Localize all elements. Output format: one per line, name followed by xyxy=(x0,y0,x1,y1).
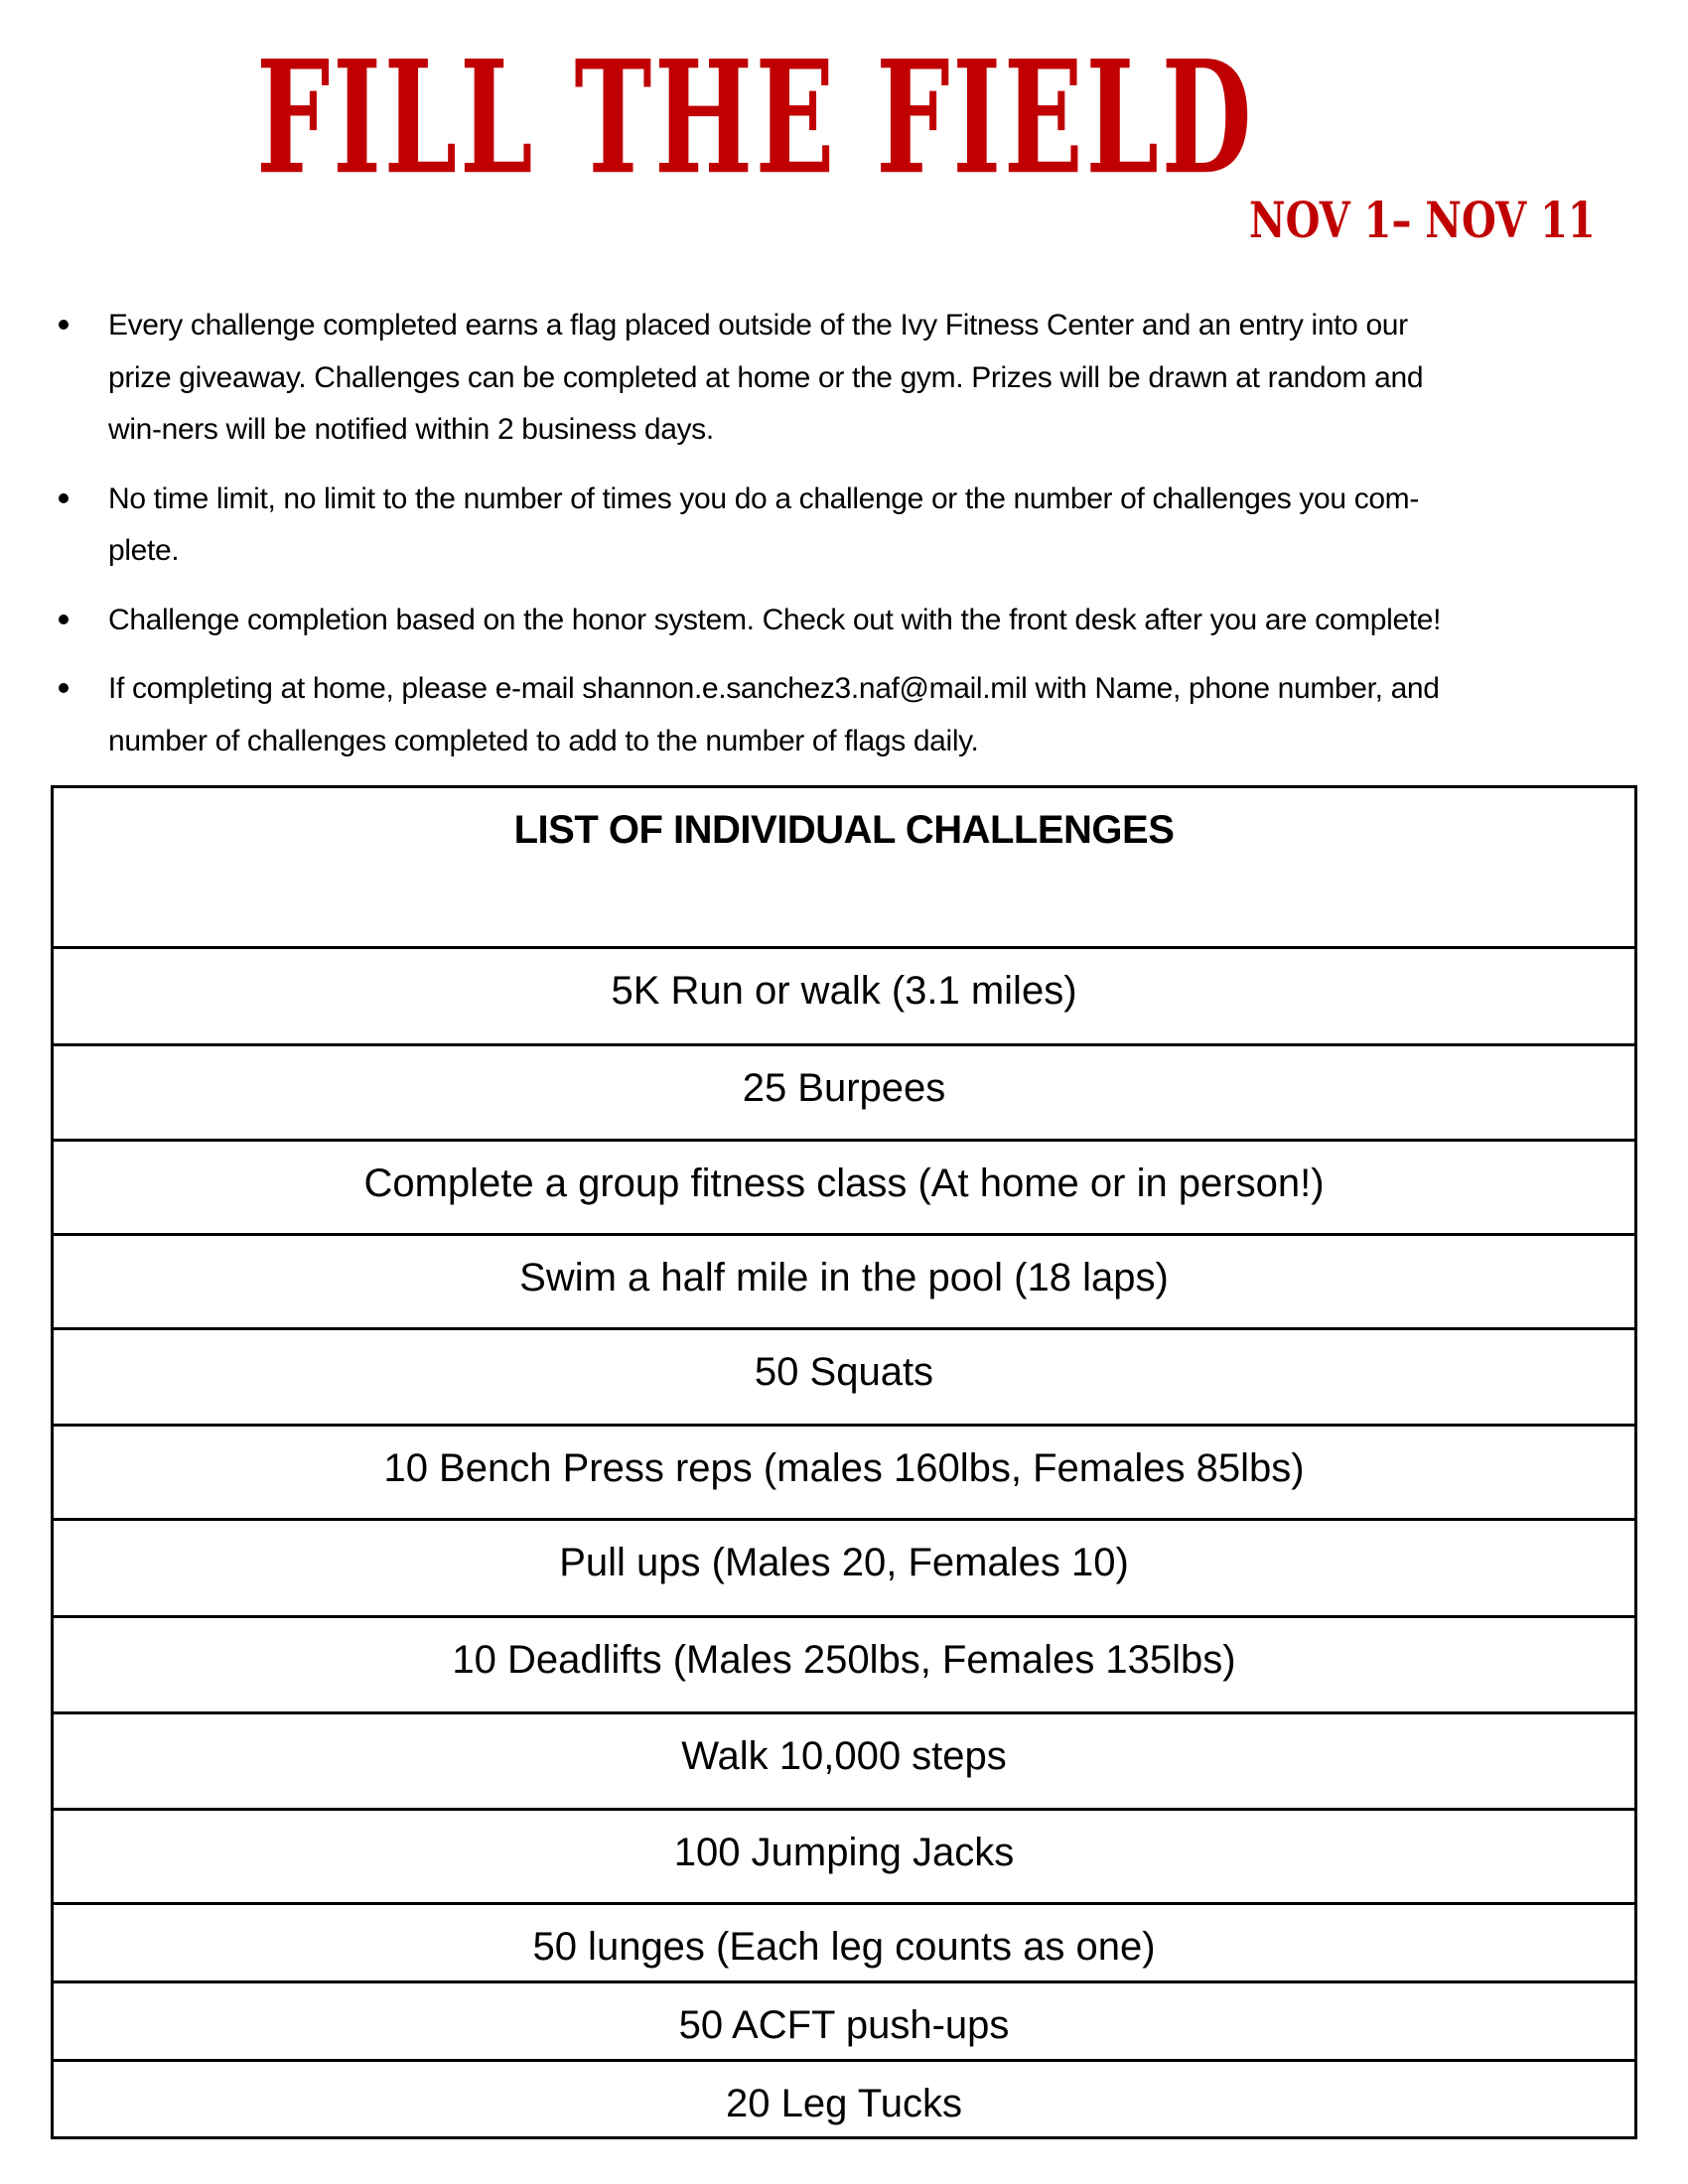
bullet-icon xyxy=(59,493,69,503)
info-bullet xyxy=(0,300,1688,457)
page-title: FILL THE FIELD xyxy=(256,26,1255,209)
challenge-item: 20 Leg Tucks xyxy=(726,2082,962,2125)
challenge-item: 10 Deadlifts (Males 250lbs, Females 135lbs) xyxy=(452,1638,1236,1682)
bullet-text-line: plete. xyxy=(108,534,180,567)
challenge-item: 25 Burpees xyxy=(742,1066,946,1110)
challenge-item: 5K Run or walk (3.1 miles) xyxy=(611,969,1077,1013)
table-row xyxy=(54,1327,1634,1424)
bullet-text-line: number of challenges completed to add to the number of flags daily. xyxy=(108,724,979,757)
bullet-icon xyxy=(59,320,69,330)
table-row xyxy=(54,1233,1634,1327)
table-row xyxy=(54,1518,1634,1615)
info-bullet xyxy=(0,474,1688,578)
bullet-text-line: If completing at home, please e-mail shannon.e.sanchez3.naf@mail.mil with Name, phone number, and xyxy=(108,672,1440,705)
table-row xyxy=(54,1615,1634,1711)
info-bullet xyxy=(0,595,1688,647)
challenge-item: 10 Bench Press reps (males 160lbs, Females 85lbs) xyxy=(383,1446,1305,1490)
info-bullet-list xyxy=(0,300,1688,784)
bullet-text-line: No time limit, no limit to the number of times you do a challenge or the number of challenges you com- xyxy=(108,481,1419,515)
bullet-text-line: Every challenge completed earns a flag placed outside of the Ivy Fitness Center and an entry into our xyxy=(108,309,1408,341)
bullet-icon xyxy=(59,614,69,624)
challenge-item: Complete a group fitness class (At home or in person!) xyxy=(363,1161,1325,1205)
table-row xyxy=(54,1139,1634,1233)
table-heading: LIST OF INDIVIDUAL CHALLENGES xyxy=(513,808,1175,852)
challenge-item: 50 lunges (Each leg counts as one) xyxy=(532,1925,1156,1969)
table-row xyxy=(54,1902,1634,1980)
challenge-item: 50 ACFT push-ups xyxy=(678,2003,1010,2047)
challenge-item: Swim a half mile in the pool (18 laps) xyxy=(519,1256,1169,1299)
table-row xyxy=(54,946,1634,1043)
bullet-text-line: prize giveaway. Challenges can be completed at home or the gym. Prizes will be drawn at random and xyxy=(108,360,1424,394)
bullet-text-line: Challenge completion based on the honor system. Check out with the front desk after you are complete! xyxy=(108,603,1442,636)
table-header-row xyxy=(54,788,1634,946)
challenge-item: 100 Jumping Jacks xyxy=(673,1831,1015,1874)
table-row xyxy=(54,1711,1634,1808)
table-row xyxy=(54,1980,1634,2059)
table-row xyxy=(54,1043,1634,1139)
challenge-item: Pull ups (Males 20, Females 10) xyxy=(559,1541,1129,1584)
challenge-item: Walk 10,000 steps xyxy=(681,1734,1007,1778)
date-range: NOV 1– NOV 11 xyxy=(1249,191,1596,249)
bullet-icon xyxy=(59,683,69,693)
info-bullet xyxy=(0,663,1688,767)
table-row xyxy=(54,2059,1634,2136)
challenge-item: 50 Squats xyxy=(754,1350,934,1394)
table-row xyxy=(54,1424,1634,1518)
table-row xyxy=(54,1808,1634,1902)
challenges-table xyxy=(51,785,1637,2139)
bullet-text-line: win-ners will be notified within 2 business days. xyxy=(108,413,714,446)
